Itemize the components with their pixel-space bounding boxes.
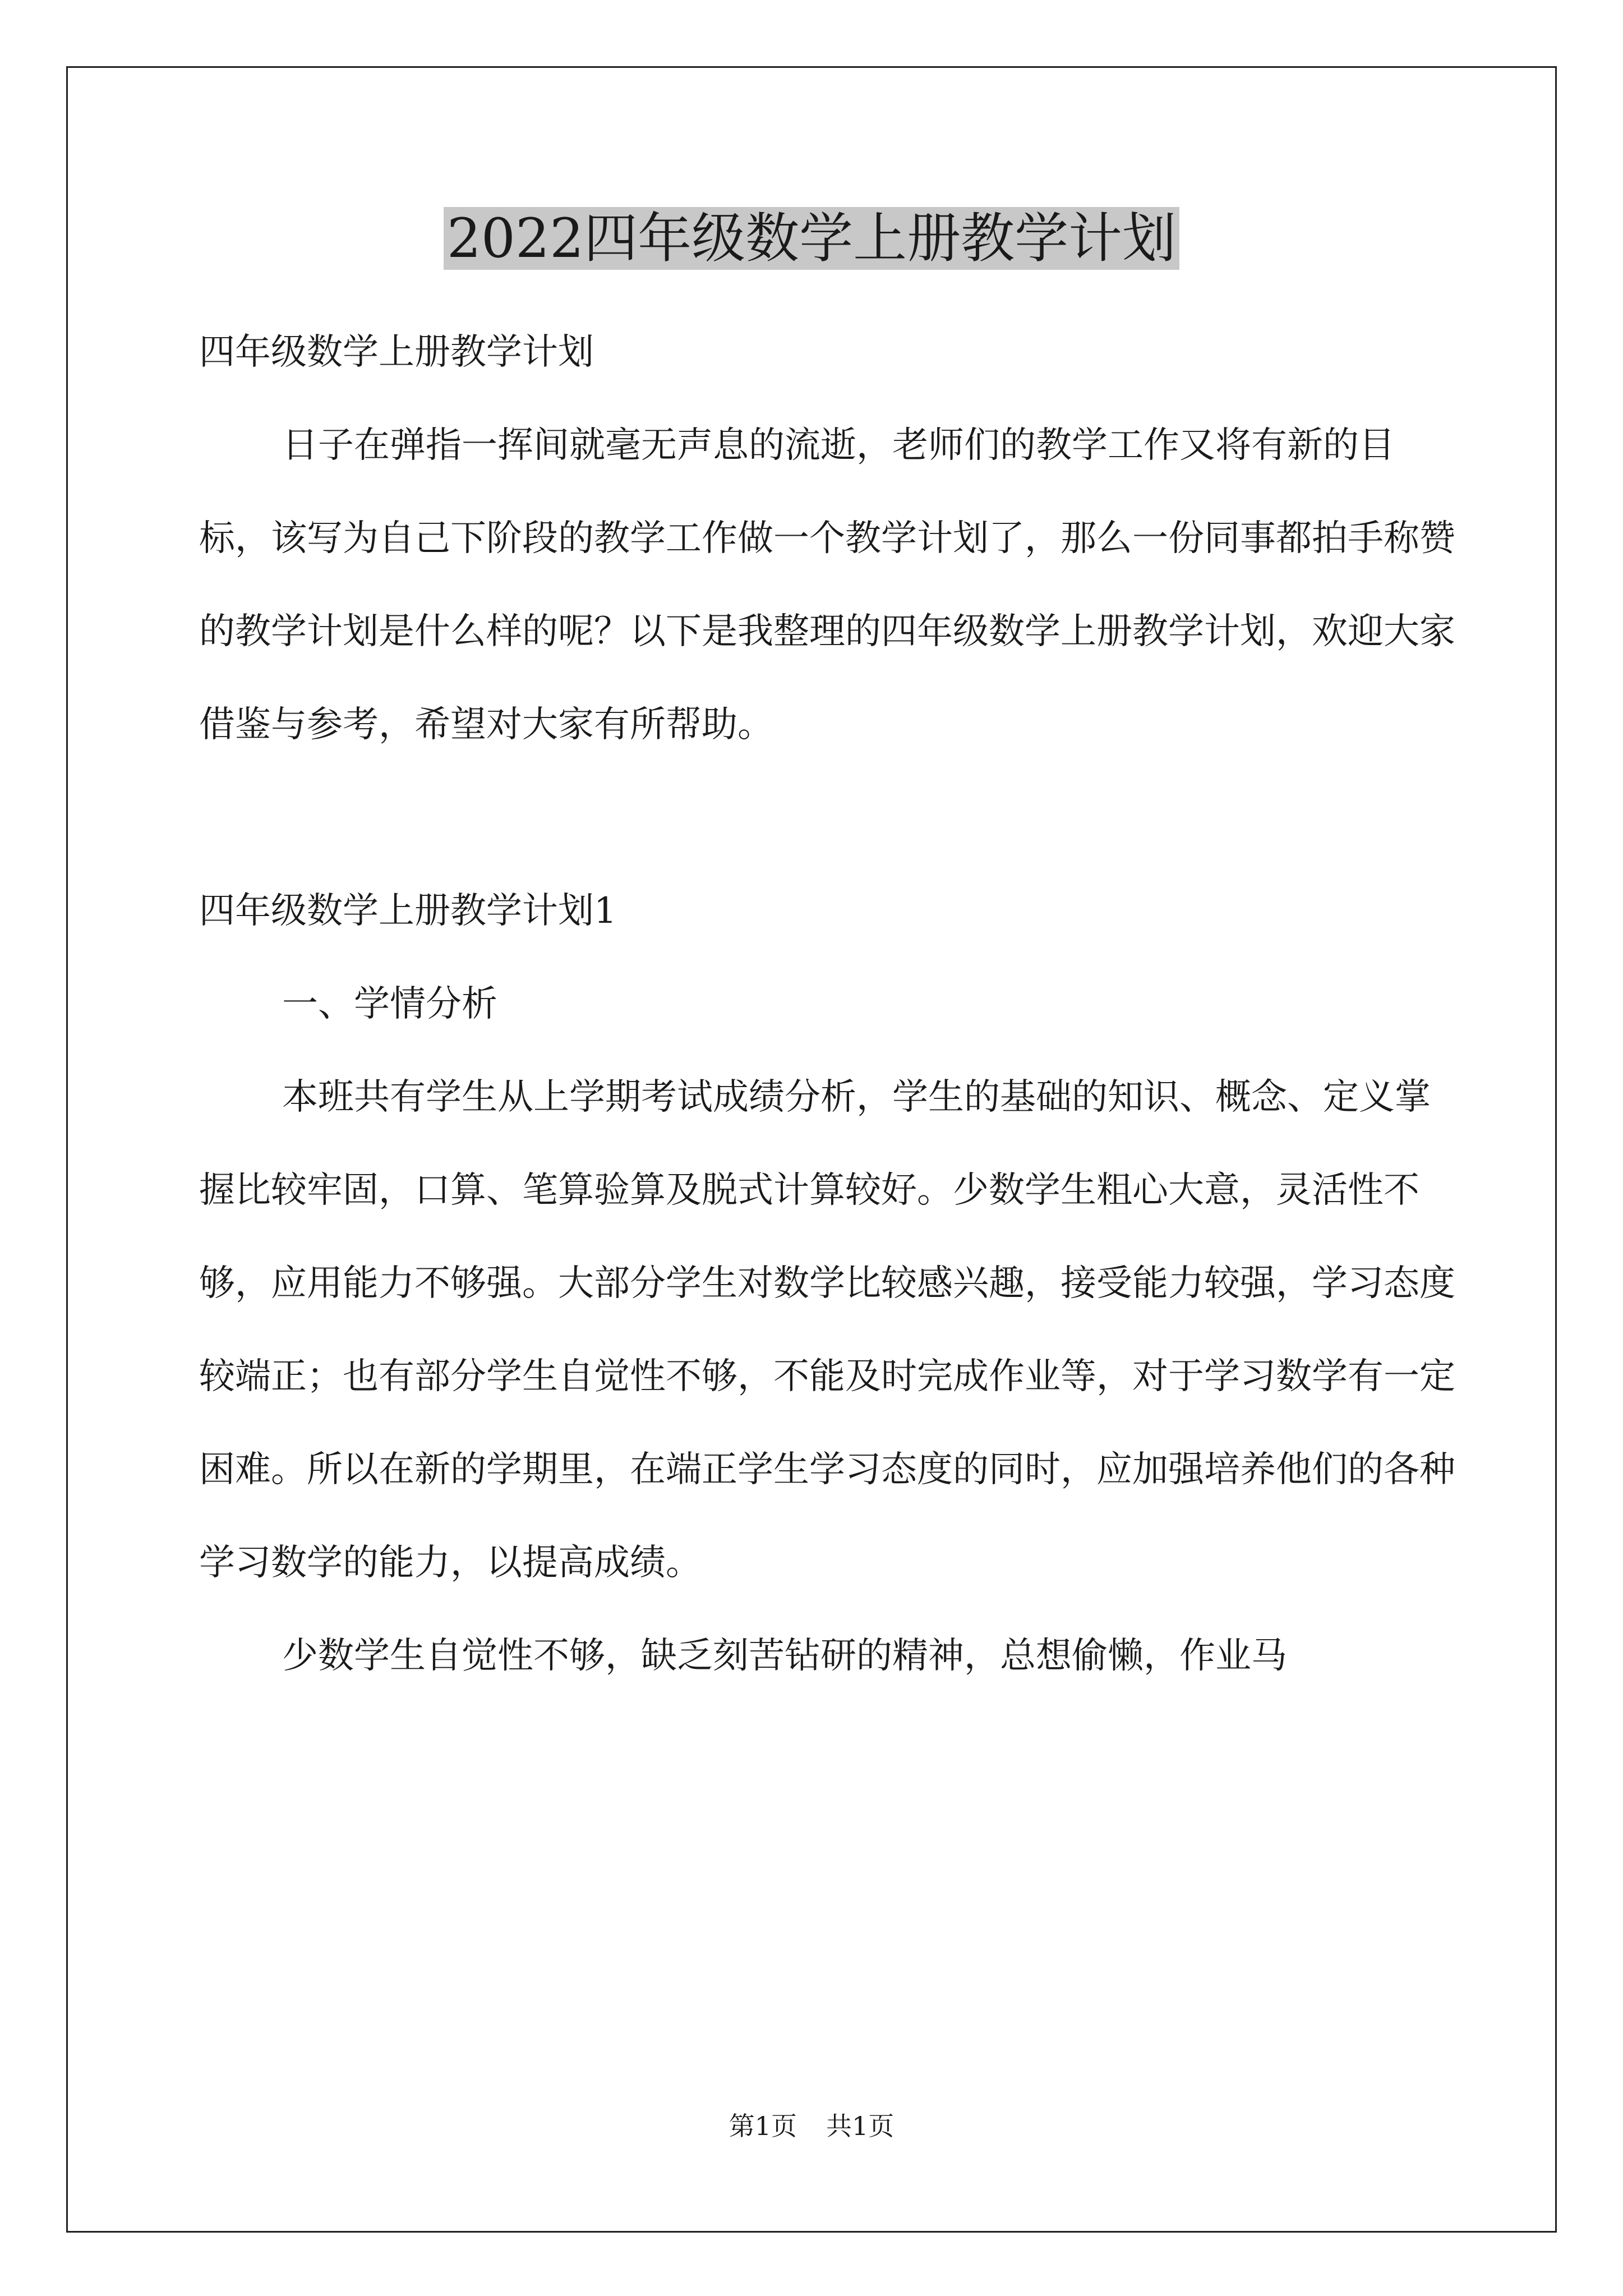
section-heading: 四年级数学上册教学计划1 <box>199 890 617 932</box>
body-paragraph-continued: 少数学生自觉性不够，缺乏刻苦钻研的精神，总想偷懒，作业马 <box>282 1635 1287 1677</box>
body-paragraph: 本班共有学生从上学期考试成绩分析，学生的基础的知识、概念、定义掌握比较牢固，口算、笔算验算及脱式计算较好。少数学生粗心大意，灵活性不够，应用能力不够强。大部分学生对数学比较感兴趣，接受能力较强，学习态度较端正；也有部分学生自觉性不够，不能及时完成作业等，对于学习数学有一定困难。所以在新的学期里，在端正学生学习态度的同时，应加强培养他们的各种学习数学的能力，以提高成绩。 <box>199 1076 1455 1584</box>
document-title-text: 2022四年级数学上册教学计划 <box>444 207 1179 270</box>
page-footer <box>0 2109 1623 2143</box>
subtitle-paragraph: 四年级数学上册教学计划 <box>199 332 594 373</box>
document-title <box>0 199 1623 278</box>
page-total: 共1页 <box>826 2111 895 2141</box>
document-body <box>199 306 1455 1703</box>
intro-paragraph: 日子在弹指一挥间就毫无声息的流逝，老师们的教学工作又将有新的目标，该写为自己下阶段的教学工作做一个教学计划了，那么一份同事都拍手称赞的教学计划是什么样的呢？以下是我整理的四年级数学上册教学计划，欢迎大家借鉴与参考，希望对大家有所帮助。 <box>199 425 1455 746</box>
page-number: 第1页 <box>728 2111 797 2141</box>
subsection-heading: 一、学情分析 <box>282 983 497 1025</box>
